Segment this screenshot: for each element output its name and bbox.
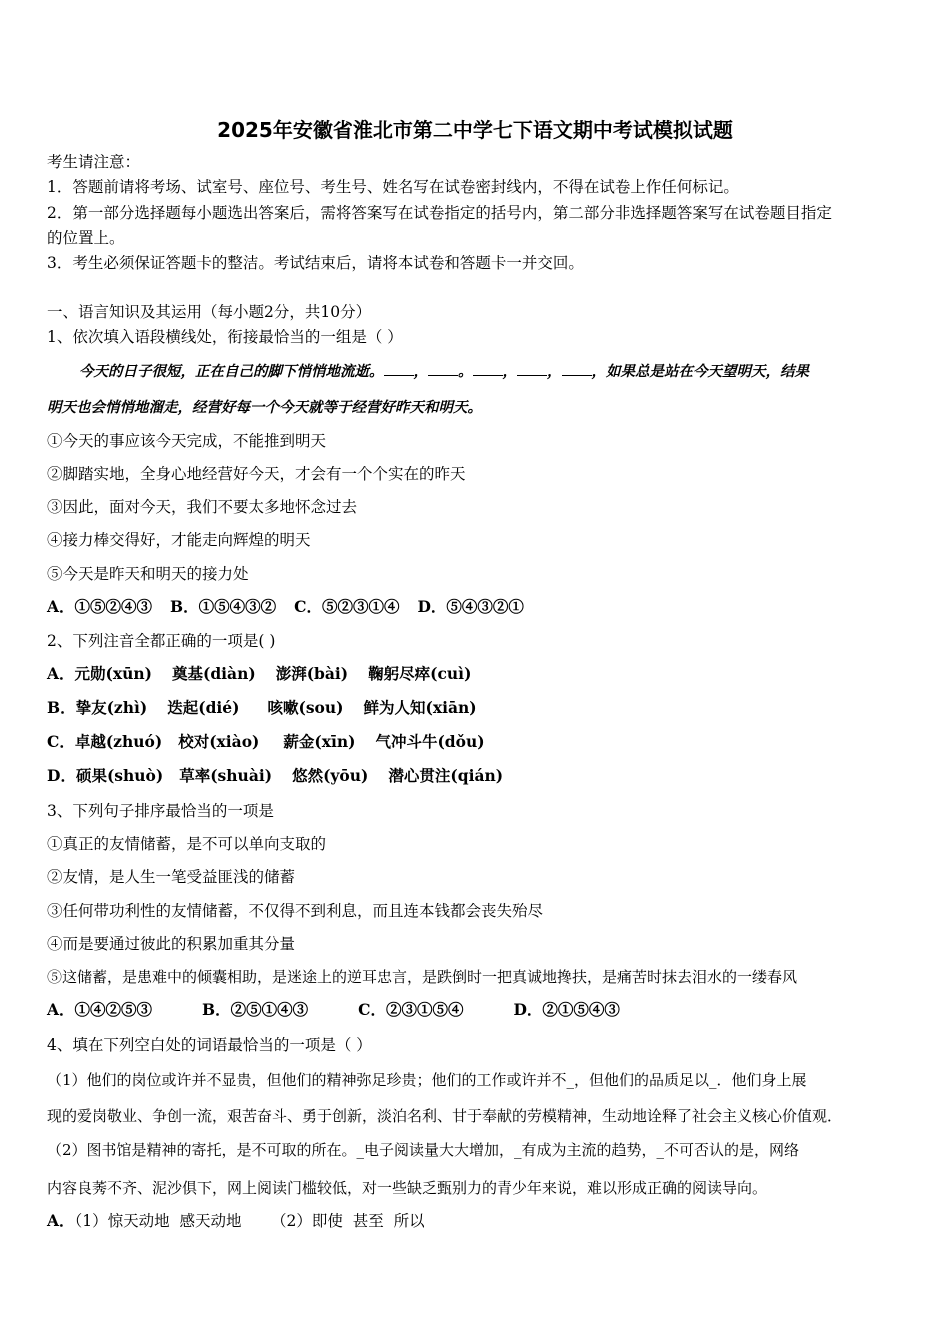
q3-sentence-3: ③任何带功利性的友情储蓄，不仅得不到利息，而且连本钱都会丧失殆尽	[47, 902, 544, 920]
q2-stem: 2、下列注音全都正确的一项是( )	[47, 632, 276, 650]
q1-blank-2	[428, 361, 458, 376]
q1-blank-1	[384, 361, 414, 376]
notice-heading: 考生请注意：	[47, 153, 141, 171]
page-title: 2025年安徽省淮北市第二中学七下语文期中考试模拟试题	[217, 118, 733, 142]
q2-d-word-4: 潜心贯注(qián)	[388, 766, 504, 785]
notice-item-3: 3．考生必须保证答题卡的整洁。考试结束后，请将本试卷和答题卡一并交回。	[47, 254, 584, 272]
q2-b-word-3: 咳嗽(sou)	[267, 698, 344, 717]
q2-c-word-1: C．卓越(zhuó)	[47, 732, 163, 751]
q3-sentence-2: ②友情，是人生一笔受益匪浅的储蓄	[47, 868, 296, 886]
q2-b-word-1: B．挚友(zhì)	[47, 698, 148, 717]
q4-option-a[interactable]	[47, 1211, 425, 1231]
q3-sentence-4: ④而是要通过彼此的积累加重其分量	[47, 935, 296, 953]
notice-item-2: 2．第一部分选择题每小题选出答案后，需将答案写在试卷指定的括号内，第二部分非选择题答案写在试卷题目指定	[47, 204, 832, 222]
q1-passage-line2: 明天也会悄悄地溜走，经营好每一个今天就等于经营好昨天和明天。	[47, 399, 482, 416]
q3-option-c[interactable]: C．②③①⑤④	[358, 1000, 464, 1019]
q1-sentence-5: ⑤今天是昨天和明天的接力处	[47, 565, 249, 583]
q2-option-d[interactable]	[47, 766, 503, 786]
q2-d-word-2: 草率(shuài)	[179, 766, 273, 785]
q3-sentence-1: ①真正的友情储蓄，是不可以单向支取的	[47, 835, 327, 853]
q4-passage-2-line1: （2）图书馆是精神的寄托，是不可取的所在。_电子阅读量大大增加，_有成为主流的趋势，_不可否认的是，网络	[47, 1141, 800, 1159]
q2-a-word-3: 澎湃(bài)	[275, 664, 349, 683]
q3-option-a[interactable]: A．①④②⑤③	[47, 1000, 153, 1019]
q3-option-d[interactable]: D．②①⑤④③	[513, 1000, 620, 1019]
q3-options	[47, 1000, 620, 1020]
notice-item-1: 1．答题前请将考场、试室号、座位号、考生号、姓名写在试卷密封线内，不得在试卷上作任何标记。	[47, 178, 739, 196]
q1-option-d[interactable]: D．⑤④③②①	[417, 597, 524, 616]
q2-d-word-3: 悠然(yōu)	[292, 766, 369, 785]
q2-c-word-4: 气冲斗牛(dǒu)	[375, 732, 485, 751]
q1-sentence-2: ②脚踏实地，全身心地经营好今天，才会有一个个实在的昨天	[47, 465, 466, 483]
q2-b-word-4: 鲜为人知(xiān)	[363, 698, 477, 717]
q1-option-a[interactable]: A．①⑤②④③	[47, 597, 153, 616]
q1-options	[47, 597, 524, 617]
q3-stem: 3、下列句子排序最恰当的一项是	[47, 802, 274, 820]
section-heading: 一、语言知识及其运用（每小题2分，共10分）	[47, 303, 372, 321]
q2-option-b[interactable]	[47, 698, 477, 718]
q4-passage-1-line2: 现的爱岗敬业、争创一流，艰苦奋斗、勇于创新，淡泊名利、甘于奉献的劳模精神，生动地诠释了社会主义核心价值观．	[47, 1107, 843, 1125]
q1-option-b[interactable]: B．①⑤④③②	[170, 597, 277, 616]
q4-passage-1-line1: （1）他们的岗位或许并不显贵，但他们的精神弥足珍贵；他们的工作或许并不_，但他们的品质足以_．他们身上展	[47, 1071, 807, 1089]
q2-c-word-3: 薪金(xīn)	[283, 732, 356, 751]
q1-sentence-3: ③因此，面对今天，我们不要太多地怀念过去	[47, 498, 358, 516]
q3-option-b[interactable]: B．②⑤①④③	[202, 1000, 309, 1019]
q3-sentence-5: ⑤这储蓄，是患难中的倾囊相助，是迷途上的逆耳忠言，是跌倒时一把真诚地搀扶，是痛苦时抹去泪水的一缕春风	[47, 968, 798, 986]
q2-b-word-2: 迭起(dié)	[167, 698, 240, 717]
q1-sentence-4: ④接力棒交得好，才能走向辉煌的明天	[47, 531, 311, 549]
q1-blank-4	[517, 361, 547, 376]
q2-c-word-2: 校对(xiào)	[178, 732, 260, 751]
q2-a-word-4: 鞠躬尽瘁(cuì)	[368, 664, 472, 683]
q1-passage-part-a: 今天的日子很短，正在自己的脚下悄悄地流逝。	[79, 363, 384, 380]
q1-blank-3	[473, 361, 503, 376]
q2-option-c[interactable]	[47, 732, 485, 752]
q2-d-word-1: D．硕果(shuò)	[47, 766, 164, 785]
q4-stem: 4、填在下列空白处的词语最恰当的一项是（ ）	[47, 1036, 372, 1054]
q4-option-a-text: （1）惊天动地 感天动地 （2）即使 甚至 所以	[74, 1212, 425, 1230]
q1-sentence-1: ①今天的事应该今天完成，不能推到明天	[47, 432, 327, 450]
q1-option-c[interactable]: C．⑤②③①④	[294, 597, 400, 616]
q1-passage-line1: 今天的日子很短，正在自己的脚下悄悄地流逝。 ， 。 ， ， ，如果总是站在今天望明天，结果	[79, 363, 809, 380]
q2-a-word-2: 奠基(diàn)	[171, 664, 256, 683]
q1-blank-5	[562, 361, 592, 376]
q4-option-a-label: A．	[47, 1211, 75, 1230]
q2-option-a[interactable]	[47, 664, 471, 684]
q1-stem: 1、依次填入语段横线处，衔接最恰当的一组是（ ）	[47, 328, 403, 346]
q1-passage-part-b: ，如果总是站在今天望明天，结果	[591, 363, 809, 380]
q4-passage-2-line2: 内容良莠不齐、泥沙俱下，网上阅读门槛较低，对一些缺乏甄别力的青少年来说，难以形成正确的阅读导向。	[47, 1179, 768, 1197]
notice-item-2-cont: 的位置上。	[47, 229, 125, 247]
q2-a-word-1: A．元勋(xūn)	[47, 664, 152, 683]
